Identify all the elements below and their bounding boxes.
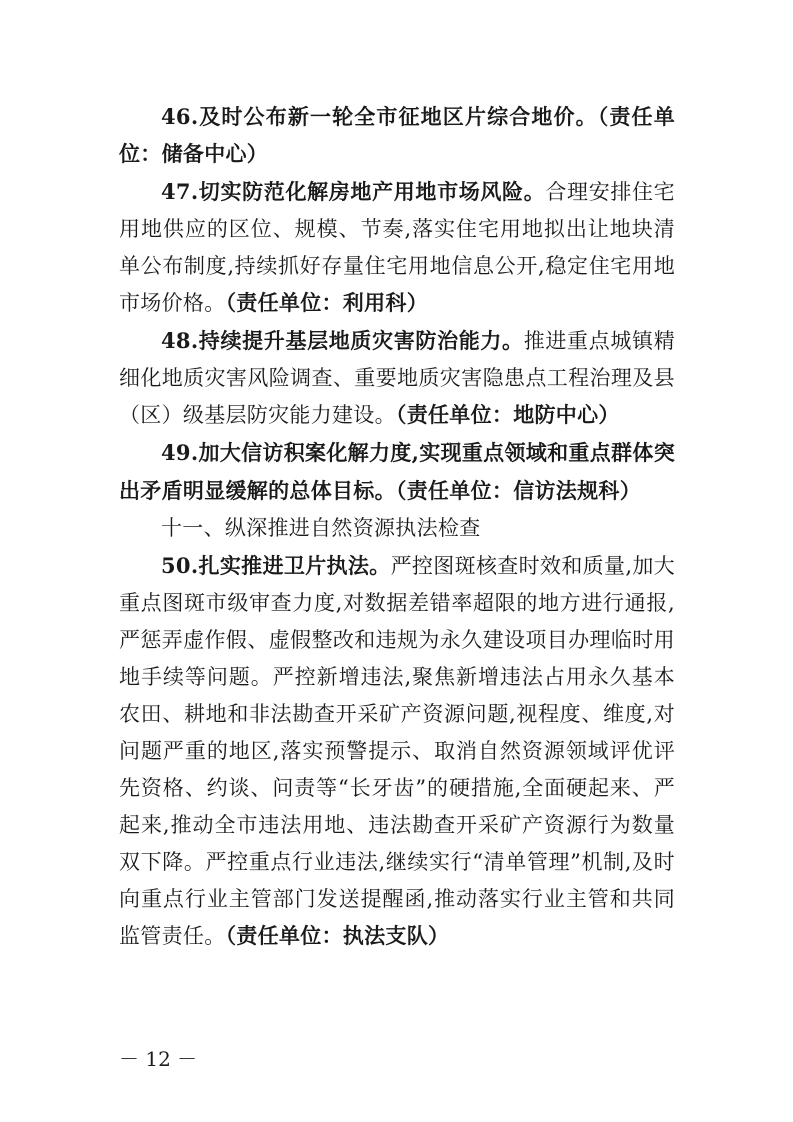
page-number: － 12 － (119, 1047, 198, 1071)
responsible-unit: （责任单位：储备中心） (119, 105, 675, 166)
item-number: 48. (161, 328, 199, 353)
responsible-unit: （责任单位：执法支队） (225, 924, 450, 948)
document-body (119, 98, 675, 955)
item-number: 46. (161, 104, 199, 129)
item-title: 扎实推进卫片执法。 (198, 553, 391, 578)
item-50 (119, 547, 675, 955)
item-49 (119, 434, 675, 510)
item-title: 持续提升基层地质灾害防治能力。 (198, 328, 524, 353)
responsible-unit: （责任单位：地防中心） (395, 403, 620, 427)
item-body: 合理安排住宅用地供应的区位、规模、节奏,落实住宅用地拟出让地块清单公布制度,持续抓好存量住宅用地信息公开,稳定住宅用地市场价格。 (119, 180, 675, 315)
section-heading: 十一、纵深推进自然资源执法检查 (161, 516, 481, 540)
item-46 (119, 98, 675, 173)
item-title: 加大信访积案化解力度,实现重点领域和重点群体突出矛盾明显缓解的总体目标。 (119, 440, 675, 503)
responsible-unit: （责任单位：信访法规科） (395, 479, 642, 503)
item-47 (119, 173, 675, 322)
item-title: 切实防范化解房地产用地市场风险。 (198, 179, 546, 204)
item-title: 及时公布新一轮全市征地区片综合地价。 (198, 104, 598, 129)
item-48 (119, 322, 675, 434)
item-number: 50. (161, 553, 199, 578)
item-body: 严控图斑核查时效和质量,加大重点图斑市级审查力度,对数据差错率超限的地方进行通报,严惩弄虚作假、虚假整改和违规为永久建设项目办理临时用地手续等问题。严控新增违法,聚焦新增违法占用永久基本农田、耕地和非法勘查开采矿产资源问题,视程度、维度,对问题严重的地区,落实预警提示、取消自然资源领域评优评先资格、约谈、问责等“长牙齿”的硬措施,全面硬起来、严起来,推动全市违法用地、违法勘查开采矿产资源行为数量双下降。严控重点行业违法,继续实行“清单管理”机制,及时向重点行业主管部门发送提醒函,推动落实行业主管和共同监管责任。 (119, 554, 676, 948)
item-number: 49. (161, 440, 199, 465)
responsible-unit: （责任单位：利用科） (225, 291, 428, 315)
item-number: 47. (161, 179, 199, 204)
item-body: 推进重点城镇精细化地质灾害风险调查、重要地质灾害隐患点工程治理及县（区）级基层防灾能力建设。 (119, 329, 676, 427)
